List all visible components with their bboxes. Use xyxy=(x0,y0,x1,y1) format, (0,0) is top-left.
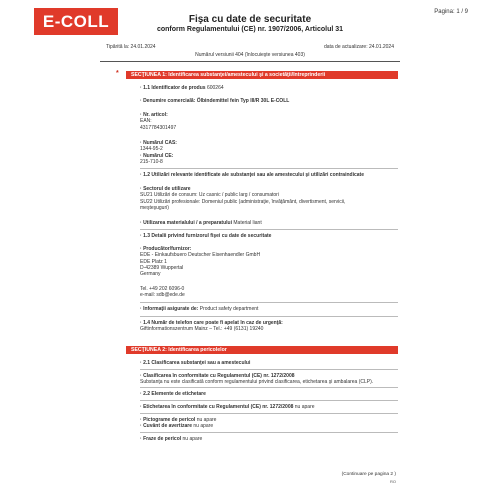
su22-continuation: meşteşuguri) xyxy=(140,204,169,211)
article-number-label: Nr. articol: xyxy=(143,112,168,118)
section-1-header: SECŢIUNEA 1: Identificarea substanţei/amestecului şi a societăţii/întreprinderii xyxy=(126,71,398,79)
producer-label: Producător/furnizor: xyxy=(143,246,192,252)
divider xyxy=(140,387,398,388)
divider xyxy=(140,413,398,414)
material-use-label: Utilizarea materialului / a preparatului xyxy=(143,220,232,226)
emergency-phone: · 1.4 Număr de telefon care poate fi apelat în caz de urgenţă: Giftinformationszentrum Mainz – Tel.: +49 (6131) 19240 xyxy=(140,320,398,333)
labeling-value: nu apare xyxy=(294,404,315,410)
ce-label: Numărul CE: xyxy=(143,152,174,159)
divider xyxy=(140,400,398,401)
continued-note: (Continuare pe pagina 2 ) xyxy=(341,472,396,477)
document-title: Fişa cu date de securitate xyxy=(188,14,312,25)
pictograms-label: Pictograme de pericol xyxy=(143,417,196,423)
labeling: · Etichetarea în conformitate cu Regulamentul (CE) nr. 1272/2008 nu apare xyxy=(140,404,315,410)
ean-label: EAN: xyxy=(140,118,152,125)
producer-line: Germany xyxy=(140,271,161,278)
hazard-statements: · Fraze de pericol nu apare xyxy=(140,436,203,442)
supplier-details: · 1.3 Detalii privind furnizorul fişei cu date de securitate xyxy=(140,233,272,239)
su21-line: SU21 Utilizări de consum: Uz casnic / public larg / consumatori xyxy=(140,192,279,199)
information-provider: · Informaţii asigurate de: Product safety department xyxy=(140,306,259,312)
update-date: data de actualizare: 24.01.2024 xyxy=(323,44,394,50)
signal-word-label: Cuvânt de avertizare xyxy=(143,423,192,430)
producer-line: EDE - Einkaufsbuero Deutscher Eisenhaendler GmbH xyxy=(140,252,261,259)
clp-classification: · Clasificarea în conformitate cu Regulamentul (CE) nr. 1272/2008 Substanţa nu este clasificată conform regulamentului privind clasificarea, etichetarea şi ambalarea (CLP). xyxy=(140,373,398,386)
divider xyxy=(140,229,398,230)
divider xyxy=(140,168,398,169)
phone-number: Tel. +49 202 6096-0 xyxy=(140,286,185,292)
clp-heading: Clasificarea în conformitate cu Regulamentul (CE) nr. 1272/2008 xyxy=(143,373,295,379)
divider xyxy=(140,302,398,303)
pictograms-and-signal: · Pictograme de pericol nu apare · Cuvânt de avertizare nu apare xyxy=(140,417,217,430)
relevant-uses-heading: 1.2 Utilizări relevante identificate ale substanţei sau ale amestecului şi utilizări contraindicate xyxy=(143,172,364,178)
material-use-value: Material liant xyxy=(233,220,262,226)
divider xyxy=(140,369,398,370)
emergency-value: Giftinformationszentrum Mainz – Tel.: +49 (6131) 19240 xyxy=(140,326,264,333)
supplier-heading: 1.3 Detalii privind furnizorul fişei cu date de securitate xyxy=(143,233,272,239)
producer-line: D-42389 Wuppertal xyxy=(140,264,184,271)
producer-line: EDE Platz 1 xyxy=(140,258,167,265)
trade-name-label: Denumire comercială: xyxy=(143,98,196,104)
pictograms-value: nu apare xyxy=(196,417,217,423)
product-identifier: · 1.1 Identificator de produs 600264 xyxy=(140,85,224,91)
trade-name-value: Ölbindemittel fein Typ III/R 30L E-COLL xyxy=(196,98,290,104)
classification-heading: 2.1 Clasificarea substanţei sau a amestecului xyxy=(143,360,251,366)
signal-word-value: nu apare xyxy=(193,423,214,430)
print-date: Tipărită la: 24.01.2024 xyxy=(106,44,156,50)
revision-marker: * xyxy=(116,70,119,77)
version-number: Numărul versiunii 404 (înlocuieşte versiunea 403) xyxy=(195,52,305,58)
product-identifier-value: 600264 xyxy=(206,85,224,91)
page-number: Pagina: 1 / 9 xyxy=(434,9,468,15)
company-logo: E-COLL xyxy=(34,8,118,35)
sector-of-use: · Sectorul de utilizare SU21 Utilizări de consum: Uz casnic / public larg / consumatori SU22 Utilizări profesionale: Domeniul public (administraţie, învăţământ, divertisment, servicii, meşteşuguri) xyxy=(140,186,398,211)
trade-name: · Denumire comercială: Ölbindemittel fein Typ III/R 30L E-COLL xyxy=(140,98,290,104)
section-2-header: SECŢIUNEA 2: Identificarea pericolelor xyxy=(126,346,398,354)
info-value: Product safety department xyxy=(199,306,259,312)
info-label: Informaţii asigurate de: xyxy=(143,306,199,312)
ean-value: 4317784301497 xyxy=(140,124,177,131)
label-elements-heading: 2.2 Elemente de etichetare xyxy=(143,391,206,397)
divider xyxy=(140,316,398,317)
su22-line: SU22 Utilizări profesionale: Domeniul public (administraţie, învăţământ, divertisment, servicii, xyxy=(140,198,346,205)
relevant-uses: · 1.2 Utilizări relevante identificate ale substanţei sau ale amestecului şi utilizări contraindicate xyxy=(140,172,364,178)
hazard-label: Fraze de pericol xyxy=(143,436,182,442)
clp-text: Substanţa nu este clasificată conform regulamentului privind clasificarea, etichetarea şi ambalarea (CLP). xyxy=(140,379,374,386)
cas-ce-numbers: · Numărul CAS: 1344-95-2 · Numărul CE: 215-710-8 xyxy=(140,140,398,165)
emergency-label: 1.4 Număr de telefon care poate fi apelat în caz de urgenţă: xyxy=(143,320,283,326)
header-divider xyxy=(100,61,400,62)
footer-code: RO xyxy=(390,479,396,484)
divider xyxy=(140,432,398,433)
labeling-heading: Etichetarea în conformitate cu Regulamentul (CE) nr. 1272/2008 xyxy=(143,404,294,410)
material-use: · Utilizarea materialului / a preparatului Material liant xyxy=(140,220,262,226)
article-number: · Nr. articol: EAN: 4317784301497 xyxy=(140,112,398,131)
sector-label: Sectorul de utilizare xyxy=(143,186,191,192)
classification: · 2.1 Clasificarea substanţei sau a amestecului xyxy=(140,360,251,366)
document-subtitle: conform Regulamentului (CE) nr. 1907/2006, Articolul 31 xyxy=(156,26,344,33)
label-elements: · 2.2 Elemente de etichetare xyxy=(140,391,206,397)
email-address[interactable]: e-mail: sdb@ede.de xyxy=(140,292,185,299)
hazard-value: nu apare xyxy=(182,436,203,442)
cas-label: Numărul CAS: xyxy=(143,140,177,146)
cas-value: 1344-95-2 xyxy=(140,146,163,153)
ce-value: 215-710-8 xyxy=(140,158,163,165)
producer-block: · Producător/furnizor: EDE - Einkaufsbuero Deutscher Eisenhaendler GmbH EDE Platz 1 D-42389 Wuppertal Germany xyxy=(140,246,398,277)
contact-block xyxy=(140,286,398,299)
product-identifier-label: 1.1 Identificator de produs xyxy=(143,85,206,91)
